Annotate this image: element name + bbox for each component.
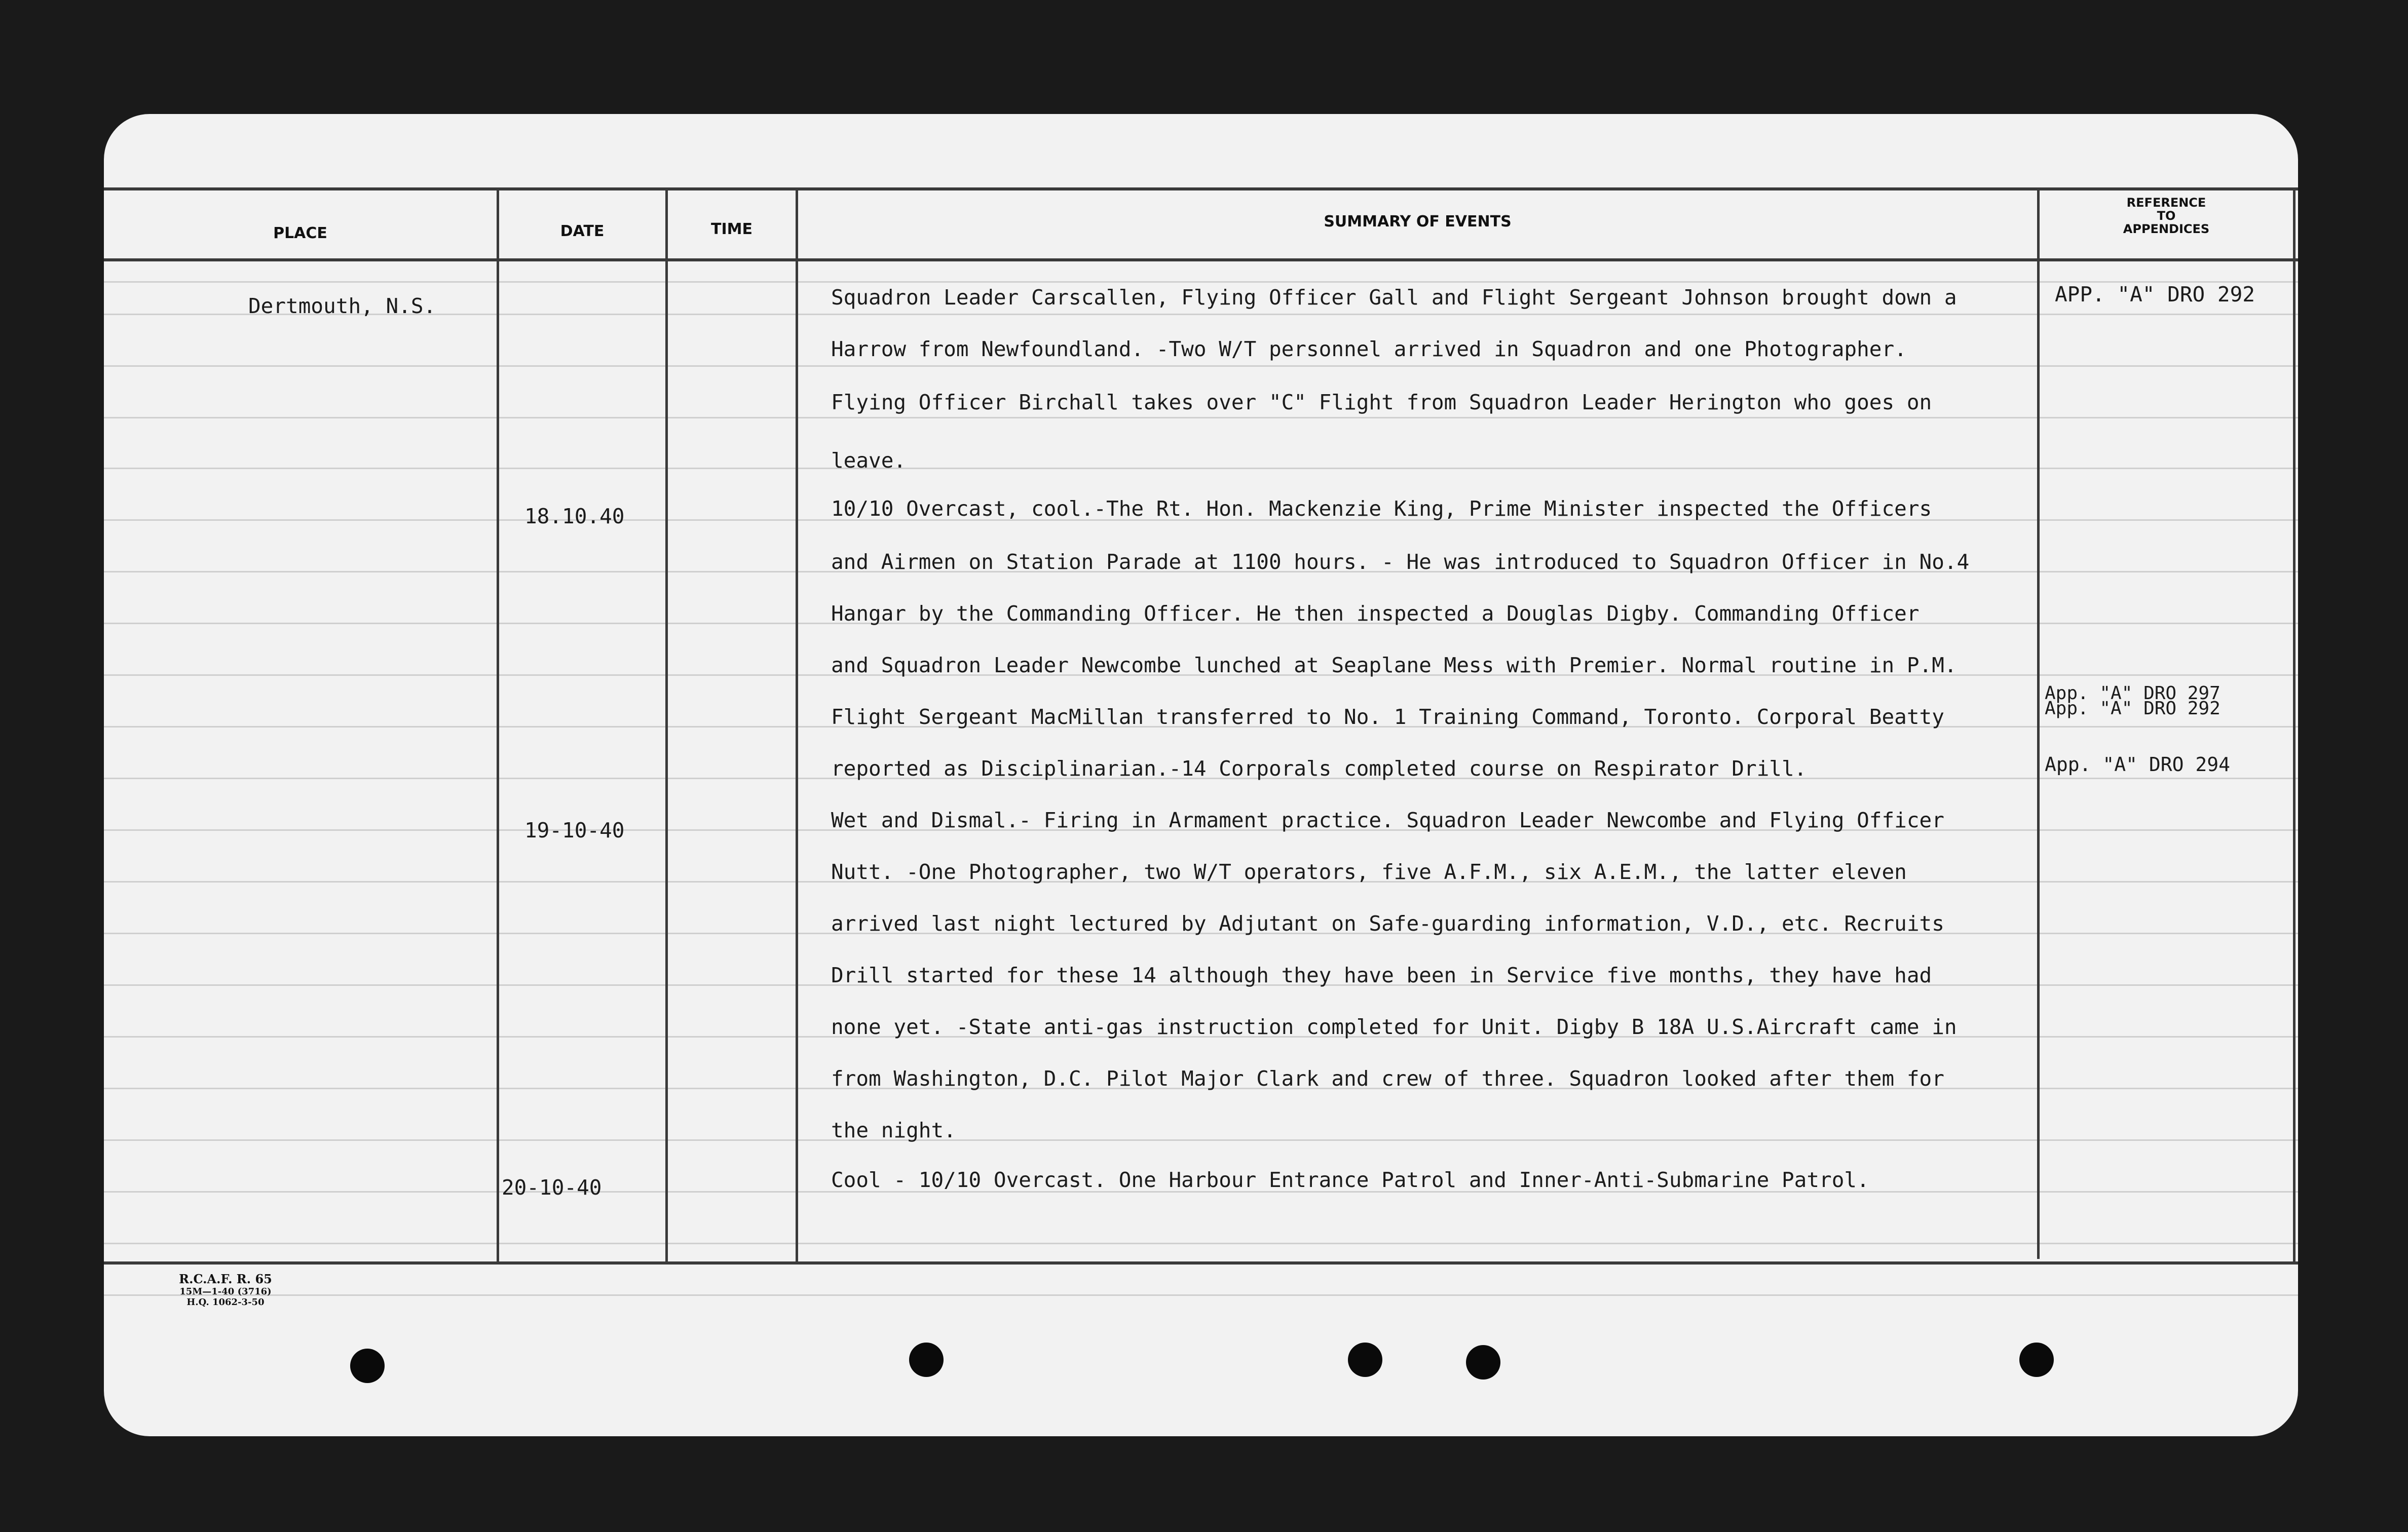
summary-line: Squadron Leader Carscallen, Flying Officer Gall and Flight Sergeant Johnson brought down a bbox=[831, 285, 1957, 310]
summary-line: Flying Officer Birchall takes over "C" Flight from Squadron Leader Herington who goes on bbox=[831, 390, 1932, 414]
summary-line: none yet. -State anti-gas instruction completed for Unit. Digby B 18A U.S.Aircraft came in bbox=[831, 1015, 1957, 1039]
header-reference-line: REFERENCE bbox=[2126, 196, 2206, 210]
header-reference bbox=[2040, 196, 2293, 236]
punch-hole bbox=[1348, 1343, 1382, 1377]
punch-hole bbox=[1466, 1345, 1500, 1380]
column-divider bbox=[497, 187, 499, 1264]
reference-entry: App. "A" DRO 294 bbox=[2045, 753, 2231, 776]
header-reference-line: APPENDICES bbox=[2123, 222, 2210, 236]
rule bbox=[104, 417, 2298, 418]
header-place: PLACE bbox=[273, 224, 327, 242]
summary-line: Cool - 10/10 Overcast. One Harbour Entrance Patrol and Inner-Anti-Submarine Patrol. bbox=[831, 1168, 1869, 1192]
summary-line: Wet and Dismal.- Firing in Armament practice. Squadron Leader Newcombe and Flying Officer bbox=[831, 808, 1944, 832]
summary-line: Harrow from Newfoundland. -Two W/T personnel arrived in Squadron and one Photographer. bbox=[831, 337, 1907, 361]
reference-entry: App. "A" DRO 292 bbox=[2045, 698, 2221, 719]
punch-hole bbox=[350, 1349, 385, 1383]
rule bbox=[104, 1294, 2298, 1296]
reference-entry: App. "A" DRO 297 bbox=[2045, 683, 2221, 704]
form-id-line: R.C.A.F. R. 65 bbox=[179, 1272, 272, 1286]
form-id bbox=[149, 1272, 302, 1308]
summary-line: Drill started for these 14 although they have been in Service five months, they have had bbox=[831, 963, 1932, 987]
rule bbox=[104, 468, 2298, 469]
summary-line: reported as Disciplinarian.-14 Corporals completed course on Respirator Drill. bbox=[831, 756, 1807, 781]
diary-card bbox=[104, 114, 2298, 1436]
header-reference-line: TO bbox=[2157, 209, 2176, 223]
punch-hole bbox=[2019, 1343, 2054, 1377]
summary-line: Hangar by the Commanding Officer. He then inspected a Douglas Digby. Commanding Officer bbox=[831, 601, 1920, 626]
summary-line: from Washington, D.C. Pilot Major Clark and crew of three. Squadron looked after them for bbox=[831, 1066, 1944, 1091]
header-summary: SUMMARY OF EVENTS bbox=[1324, 213, 1512, 231]
reference-entry: APP. "A" DRO 292 bbox=[2055, 282, 2255, 307]
place-entry: Dertmouth, N.S. bbox=[248, 294, 436, 318]
summary-line: and Squadron Leader Newcombe lunched at Seaplane Mess with Premier. Normal routine in P.M. bbox=[831, 653, 1957, 677]
bottom-border bbox=[104, 1261, 2298, 1265]
header-date: DATE bbox=[560, 222, 605, 240]
summary-line: Nutt. -One Photographer, two W/T operators, five A.F.M., six A.E.M., the latter eleven bbox=[831, 860, 1907, 884]
date-entry: 18.10.40 bbox=[524, 504, 625, 528]
column-divider bbox=[665, 187, 668, 1264]
summary-line: and Airmen on Station Parade at 1100 hours. - He was introduced to Squadron Officer in No.4 bbox=[831, 550, 1970, 574]
summary-line: 10/10 Overcast, cool.-The Rt. Hon. Mackenzie King, Prime Minister inspected the Officers bbox=[831, 496, 1932, 521]
summary-line: the night. bbox=[831, 1118, 956, 1142]
summary-line: leave. bbox=[831, 448, 907, 473]
header-time: TIME bbox=[711, 220, 752, 238]
date-entry: 19-10-40 bbox=[524, 818, 625, 842]
column-divider bbox=[2293, 187, 2296, 1264]
top-border bbox=[104, 187, 2298, 190]
header-bottom-rule bbox=[104, 258, 2298, 261]
form-id-line: 15M—1-40 (3716) bbox=[179, 1286, 272, 1297]
summary-line: Flight Sergeant MacMillan transferred to No. 1 Training Command, Toronto. Corporal Beatty bbox=[831, 705, 1944, 729]
rule bbox=[104, 365, 2298, 367]
summary-line: arrived last night lectured by Adjutant on Safe-guarding information, V.D., etc. Recruits bbox=[831, 911, 1944, 936]
punch-hole bbox=[909, 1343, 944, 1377]
rule bbox=[104, 1243, 2298, 1244]
date-entry: 20-10-40 bbox=[502, 1175, 602, 1200]
form-id-line: H.Q. 1062-3-50 bbox=[186, 1297, 265, 1308]
column-divider bbox=[2037, 187, 2040, 1259]
column-divider bbox=[796, 187, 798, 1264]
rule bbox=[104, 1139, 2298, 1141]
rule bbox=[104, 281, 2298, 283]
